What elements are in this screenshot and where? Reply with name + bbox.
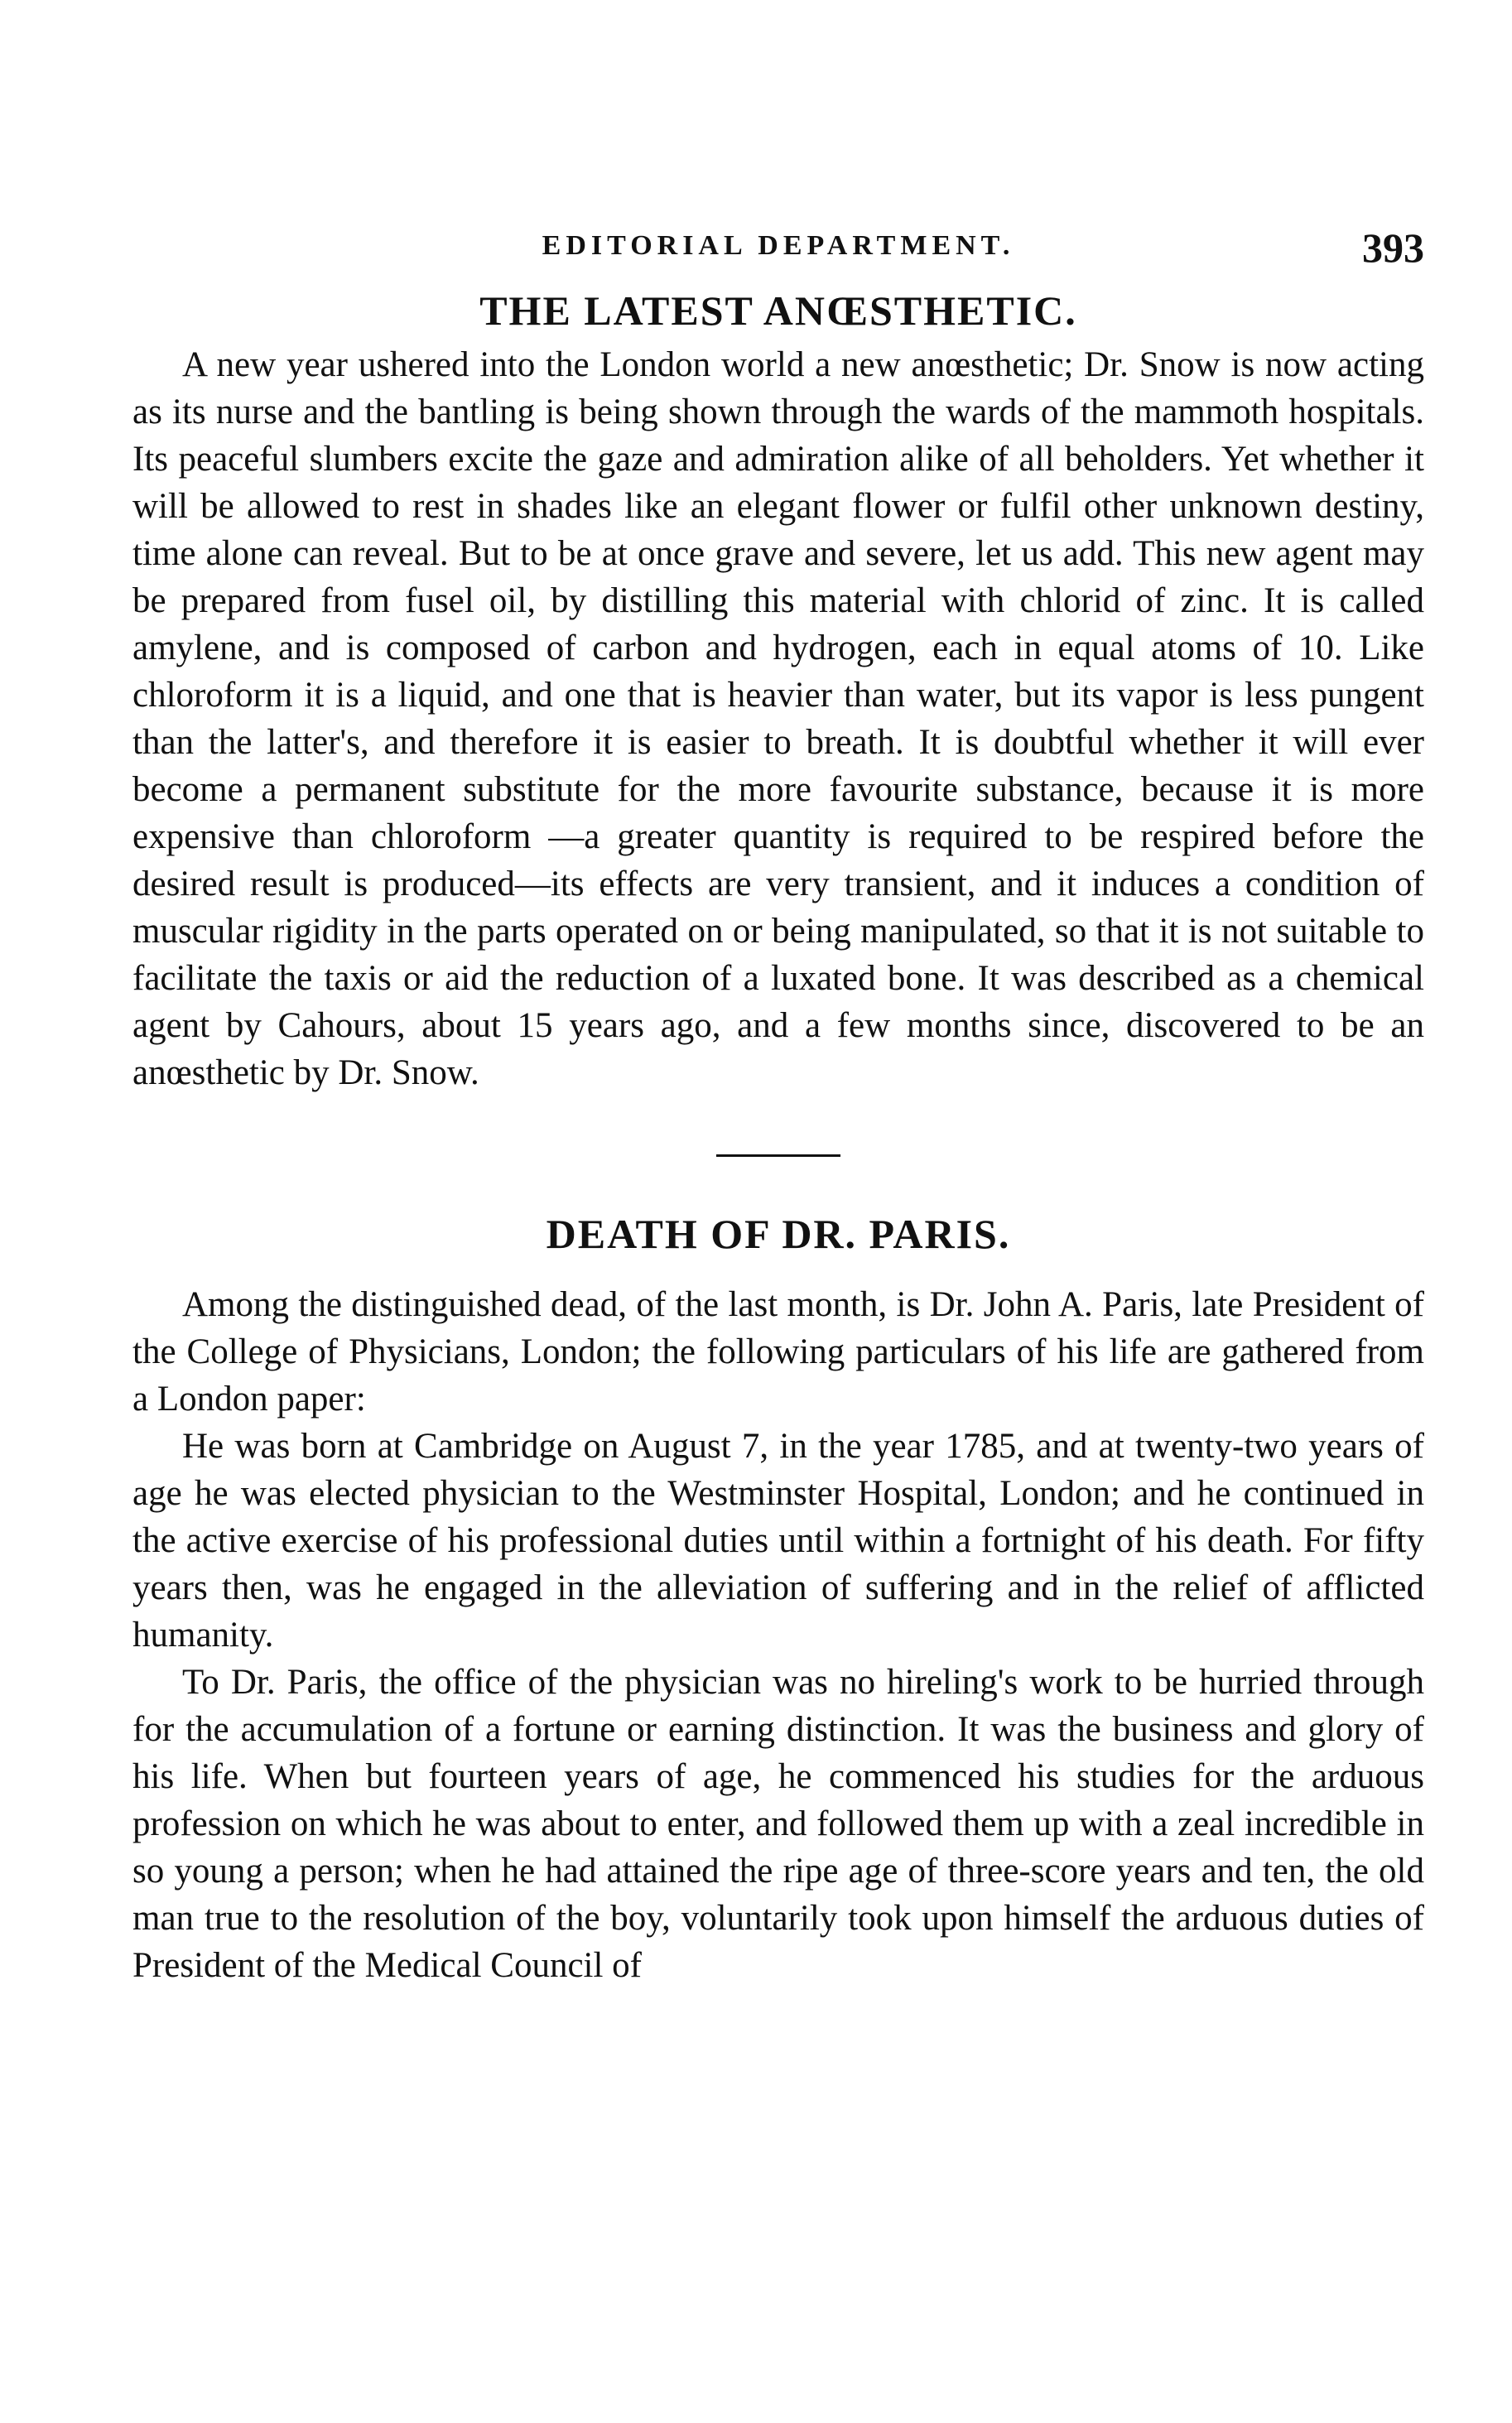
article-paragraph: To Dr. Paris, the office of the physician was no hireling's work to be hurried through for the accumulation of a fortune or earning distinction. It was the business and glory of his life. When but fourteen years of age, he commenced his studies for the arduous profession on which he was about to enter, and followed them up with a zeal incredible in so young a person; when he had attained the ripe age of three-score years and ten, the old man true to the resolution of the boy, voluntarily took upon himself the arduous duties of President of the Medical Council of: [132, 1663, 1424, 1985]
article-paragraph: Among the distinguished dead, of the last month, is Dr. John A. Paris, late President of the College of Physicians, London; the following particulars of his life are gathered from a London paper:: [132, 1285, 1424, 1419]
article-death-of-dr-paris: [132, 1210, 1424, 1989]
article-title: THE LATEST ANŒSTHETIC.: [479, 287, 1077, 334]
article-title: DEATH OF DR. PARIS.: [546, 1211, 1011, 1257]
article-paragraph: He was born at Cambridge on August 7, in the year 1785, and at twenty-two years of age he was elected physician to the Westminster Hospital, London; and he continued in the active exercise of his professional duties until within a fortnight of his death. For fifty years then, was he engaged in the alleviation of suffering and in the relief of afflicted humanity.: [132, 1427, 1424, 1655]
article-latest-anaesthetic: [132, 287, 1424, 1096]
page-number: 393: [1362, 224, 1424, 271]
article-paragraph: A new year ushered into the London world a new anœsthetic; Dr. Snow is now acting as its nurse and the bantling is being shown through the wards of the mammoth hospitals. Its peaceful slumbers excite the gaze and admiration alike of all beholders. Yet whether it will be allowed to rest in shades like an elegant flower or fulfil other unknown destiny, time alone can reveal. But to be at once grave and severe, let us add. This new agent may be prepared from fusel oil, by distilling this material with chlorid of zinc. It is called amylene, and is composed of carbon and hydrogen, each in equal atoms of 10. Like chloroform it is a liquid, and one that is heavier than water, but its vapor is less pungent than the latter's, and therefore it is easier to breath. It is doubtful whether it will ever become a permanent substitute for the more favourite substance, because it is more expensive than chloroform —a greater quantity is required to be respired before the desired result is produced—its effects are very transient, and it induces a condition of muscular rigidity in the parts operated on or being manipulated, so that it is not suitable to facilitate the taxis or aid the reduction of a luxated bone. It was described as a chemical agent by Cahours, about 15 years ago, and a few months since, discovered to be an anœsthetic by Dr. Snow.: [132, 345, 1424, 1092]
book-page: [132, 224, 1424, 1989]
section-divider: [716, 1154, 840, 1157]
running-head: [132, 224, 1424, 282]
running-title: EDITORIAL DEPARTMENT.: [542, 230, 1015, 261]
